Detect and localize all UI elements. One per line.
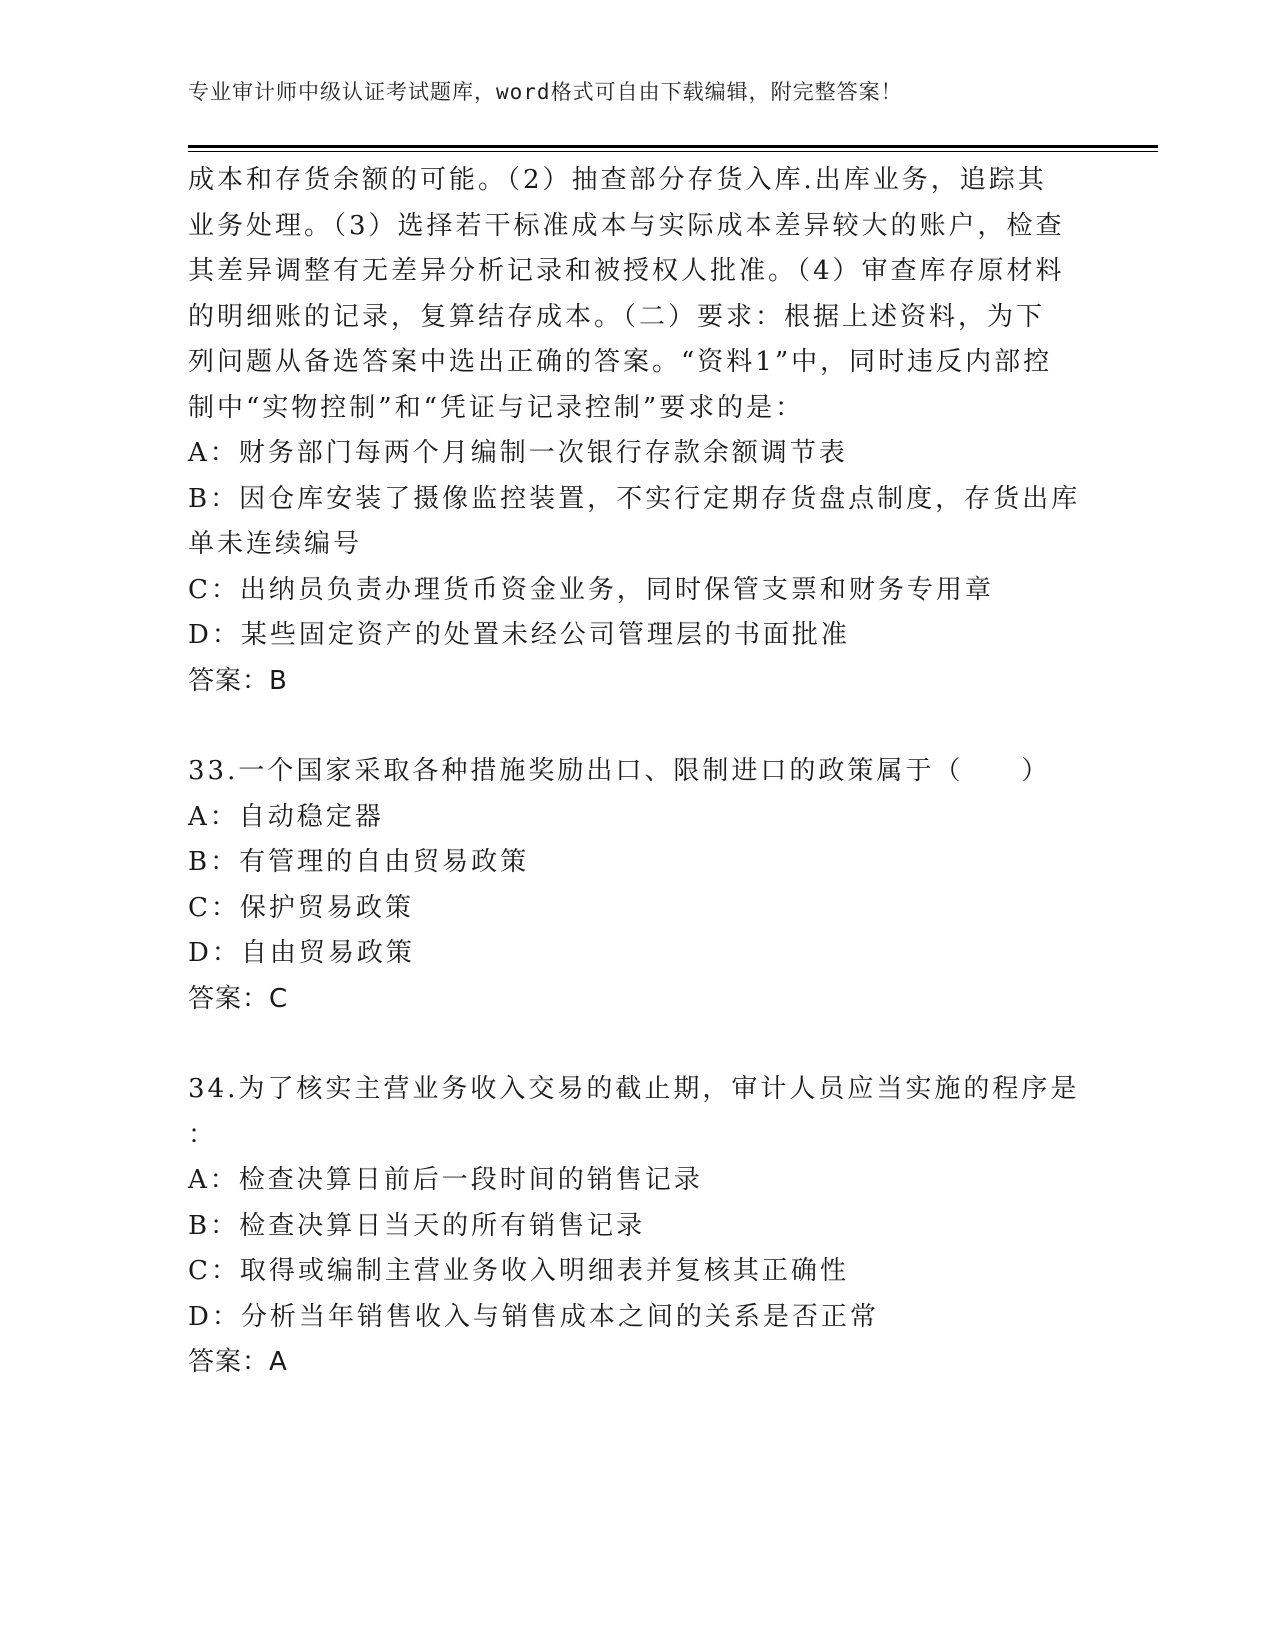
spacer [188,704,1088,749]
document-body [188,158,1088,1386]
question-34 [188,1067,1088,1386]
question-stem-line: 成本和存货余额的可能。（2）抽查部分存货入库.出库业务，追踪其 [188,165,1047,195]
option-d: D：某些固定资产的处置未经公司管理层的书面批准 [188,620,850,650]
option-c: C：取得或编制主营业务收入明细表并复核其正确性 [188,1256,849,1286]
question-stem-line: 制中“实物控制”和“凭证与记录控制”要求的是： [188,392,805,423]
question-stem: 33.一个国家采取各种措施奖励出口、限制进口的政策属于（ ） [188,756,1051,786]
answer: 答案：A [188,1347,288,1377]
question-stem-continued: ： [188,1119,218,1150]
question-32 [188,158,1088,704]
option-a: A：财务部门每两个月编制一次银行存款余额调节表 [188,438,848,468]
option-d: D：自由贸易政策 [188,938,415,968]
option-a: A：自动稳定器 [188,801,384,832]
question-stem: 34.为了核实主营业务收入交易的截止期，审计人员应当实施的程序是 [188,1074,1080,1104]
option-b: B：检查决算日当天的所有销售记录 [188,1210,646,1241]
header-rule-thick [188,145,1158,148]
page-header: 专业审计师中级认证考试题库，word格式可自由下载编辑，附完整答案！ [188,80,903,104]
question-stem-line: 业务处理。（3）选择若干标准成本与实际成本差异较大的账户，检查 [188,210,1065,241]
header-rule-thin [188,151,1158,152]
question-stem-line: 其差异调整有无差异分析记录和被授权人批准。（4）审查库存原材料 [188,256,1065,286]
option-b-continued: 单未连续编号 [188,529,363,559]
answer: 答案：B [188,665,288,696]
answer: 答案：C [188,983,289,1014]
question-33 [188,749,1088,1022]
question-stem-line: 列问题从备选答案中选出正确的答案。“资料1”中，同时违反内部控 [188,347,1053,377]
option-d: D：分析当年销售收入与销售成本之间的关系是否正常 [188,1301,879,1332]
option-b: B：因仓库安装了摄像监控装置，不实行定期存货盘点制度，存货出库 [188,483,1081,514]
question-stem-line: 的明细账的记录，复算结存成本。（二）要求：根据上述资料，为下 [188,301,1046,332]
option-c: C：保护贸易政策 [188,892,414,923]
spacer [188,1022,1088,1067]
option-a: A：检查决算日前后一段时间的销售记录 [188,1165,703,1195]
option-c: C：出纳员负责办理货币资金业务，同时保管支票和财务专用章 [188,574,994,605]
option-b: B：有管理的自由贸易政策 [188,847,530,877]
